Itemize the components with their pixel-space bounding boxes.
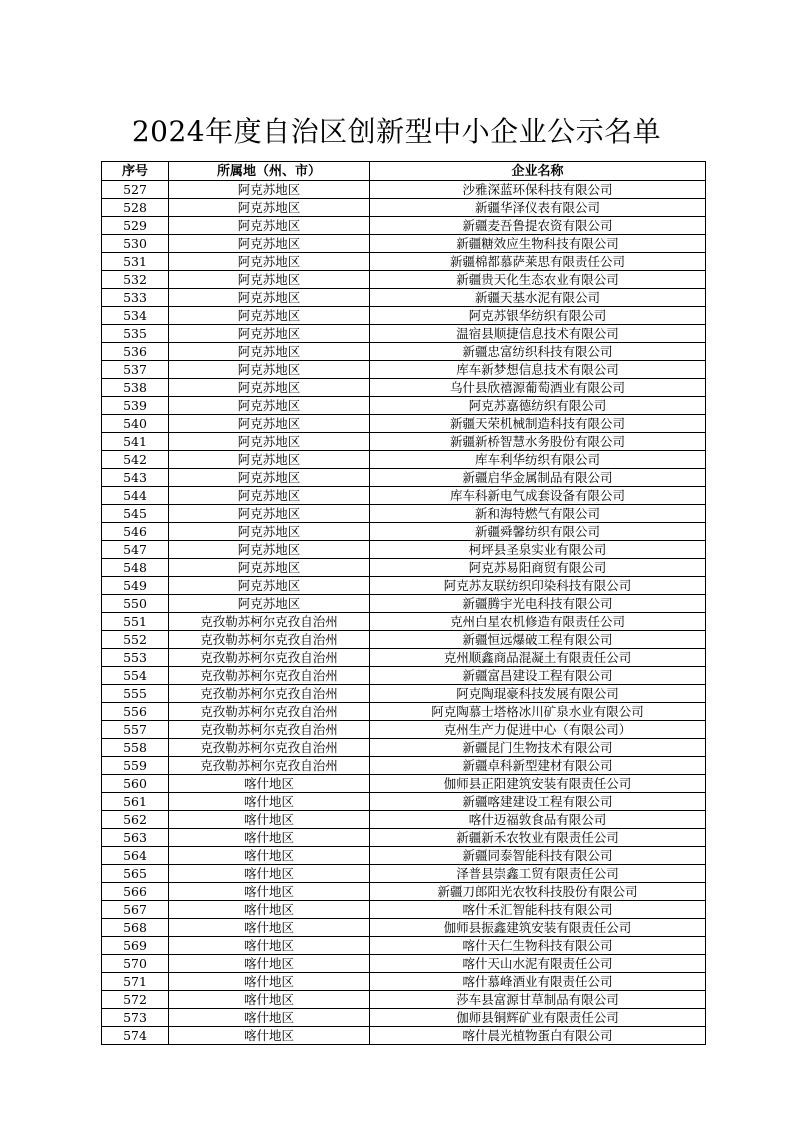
table-row xyxy=(102,559,706,577)
table-row xyxy=(102,829,706,847)
table-row xyxy=(102,865,706,883)
table-row xyxy=(102,523,706,541)
cell-index: 553 xyxy=(102,649,169,667)
table-row xyxy=(102,649,706,667)
cell-company: 克州顺鑫商品混凝土有限责任公司 xyxy=(370,649,706,667)
cell-index: 560 xyxy=(102,775,169,793)
cell-index: 540 xyxy=(102,415,169,433)
table-row xyxy=(102,307,706,325)
cell-index: 568 xyxy=(102,919,169,937)
cell-company: 新疆天荣机械制造科技有限公司 xyxy=(370,415,706,433)
cell-region: 阿克苏地区 xyxy=(169,469,370,487)
cell-company: 新疆卓科新型建材有限公司 xyxy=(370,757,706,775)
cell-company: 阿克苏易阳商贸有限公司 xyxy=(370,559,706,577)
table-row xyxy=(102,361,706,379)
cell-index: 532 xyxy=(102,271,169,289)
cell-index: 555 xyxy=(102,685,169,703)
table-row xyxy=(102,217,706,235)
table-row xyxy=(102,631,706,649)
cell-company: 喀什禾汇智能科技有限公司 xyxy=(370,901,706,919)
cell-company: 喀什天山水泥有限责任公司 xyxy=(370,955,706,973)
cell-region: 阿克苏地区 xyxy=(169,487,370,505)
cell-company: 新疆麦吾鲁提农资有限公司 xyxy=(370,217,706,235)
cell-company: 新疆刀郎阳光农牧科技股份有限公司 xyxy=(370,883,706,901)
cell-company: 泽普县崇鑫工贸有限责任公司 xyxy=(370,865,706,883)
cell-index: 537 xyxy=(102,361,169,379)
cell-index: 541 xyxy=(102,433,169,451)
table-row xyxy=(102,199,706,217)
cell-region: 喀什地区 xyxy=(169,865,370,883)
cell-index: 565 xyxy=(102,865,169,883)
cell-index: 547 xyxy=(102,541,169,559)
cell-company: 新疆启华金属制品有限公司 xyxy=(370,469,706,487)
cell-region: 阿克苏地区 xyxy=(169,325,370,343)
table-row xyxy=(102,181,706,199)
table-row xyxy=(102,991,706,1009)
cell-index: 569 xyxy=(102,937,169,955)
cell-index: 559 xyxy=(102,757,169,775)
cell-company: 新疆新桥智慧水务股份有限公司 xyxy=(370,433,706,451)
cell-region: 阿克苏地区 xyxy=(169,451,370,469)
cell-company: 新疆舜馨纺织有限公司 xyxy=(370,523,706,541)
cell-region: 阿克苏地区 xyxy=(169,397,370,415)
cell-company: 新疆贵天化生态农业有限公司 xyxy=(370,271,706,289)
cell-region: 阿克苏地区 xyxy=(169,433,370,451)
cell-company: 阿克苏银华纺织有限公司 xyxy=(370,307,706,325)
cell-index: 533 xyxy=(102,289,169,307)
cell-region: 阿克苏地区 xyxy=(169,253,370,271)
cell-index: 536 xyxy=(102,343,169,361)
table-row xyxy=(102,577,706,595)
table-row xyxy=(102,415,706,433)
table-row xyxy=(102,379,706,397)
cell-company: 新疆新禾农牧业有限责任公司 xyxy=(370,829,706,847)
cell-index: 548 xyxy=(102,559,169,577)
cell-company: 新疆天基水泥有限公司 xyxy=(370,289,706,307)
cell-company: 新和海特燃气有限公司 xyxy=(370,505,706,523)
table-row xyxy=(102,469,706,487)
cell-company: 伽师县振鑫建筑安装有限责任公司 xyxy=(370,919,706,937)
cell-company: 伽师县铜辉矿业有限责任公司 xyxy=(370,1009,706,1027)
cell-region: 阿克苏地区 xyxy=(169,415,370,433)
table-row xyxy=(102,793,706,811)
table-row xyxy=(102,487,706,505)
cell-company: 库车新梦想信息技术有限公司 xyxy=(370,361,706,379)
cell-index: 535 xyxy=(102,325,169,343)
cell-region: 喀什地区 xyxy=(169,1027,370,1045)
cell-company: 喀什迈福敦食品有限公司 xyxy=(370,811,706,829)
cell-index: 562 xyxy=(102,811,169,829)
cell-company: 喀什慕峰酒业有限责任公司 xyxy=(370,973,706,991)
cell-region: 克孜勒苏柯尔克孜自治州 xyxy=(169,685,370,703)
table-header xyxy=(102,162,706,181)
cell-company: 新疆腾宇光电科技有限公司 xyxy=(370,595,706,613)
cell-index: 528 xyxy=(102,199,169,217)
cell-index: 534 xyxy=(102,307,169,325)
cell-company: 新疆棉都慕萨莱思有限责任公司 xyxy=(370,253,706,271)
cell-index: 544 xyxy=(102,487,169,505)
cell-region: 克孜勒苏柯尔克孜自治州 xyxy=(169,667,370,685)
cell-index: 529 xyxy=(102,217,169,235)
table-row xyxy=(102,253,706,271)
cell-company: 新疆糖效应生物科技有限公司 xyxy=(370,235,706,253)
table-row xyxy=(102,271,706,289)
cell-region: 阿克苏地区 xyxy=(169,289,370,307)
table-row xyxy=(102,685,706,703)
cell-company: 阿克苏友联纺织印染科技有限公司 xyxy=(370,577,706,595)
table-row xyxy=(102,919,706,937)
cell-region: 喀什地区 xyxy=(169,991,370,1009)
cell-company: 新疆富昌建设工程有限公司 xyxy=(370,667,706,685)
cell-index: 574 xyxy=(102,1027,169,1045)
table-row xyxy=(102,775,706,793)
cell-region: 喀什地区 xyxy=(169,955,370,973)
table-row xyxy=(102,613,706,631)
table-row xyxy=(102,667,706,685)
cell-company: 温宿县顺捷信息技术有限公司 xyxy=(370,325,706,343)
column-header-region: 所属地（州、市） xyxy=(169,162,370,181)
page-title: 2024年度自治区创新型中小企业公示名单 xyxy=(131,115,662,148)
table-row xyxy=(102,847,706,865)
cell-region: 喀什地区 xyxy=(169,919,370,937)
table-row xyxy=(102,937,706,955)
cell-region: 喀什地区 xyxy=(169,847,370,865)
cell-index: 552 xyxy=(102,631,169,649)
cell-index: 572 xyxy=(102,991,169,1009)
cell-region: 阿克苏地区 xyxy=(169,307,370,325)
cell-region: 阿克苏地区 xyxy=(169,271,370,289)
table-row xyxy=(102,901,706,919)
cell-company: 库车利华纺织有限公司 xyxy=(370,451,706,469)
table-row xyxy=(102,595,706,613)
cell-region: 喀什地区 xyxy=(169,937,370,955)
cell-region: 阿克苏地区 xyxy=(169,217,370,235)
cell-region: 阿克苏地区 xyxy=(169,343,370,361)
table-row xyxy=(102,739,706,757)
cell-index: 558 xyxy=(102,739,169,757)
cell-company: 阿克陶琨豪科技发展有限公司 xyxy=(370,685,706,703)
cell-region: 喀什地区 xyxy=(169,973,370,991)
cell-index: 549 xyxy=(102,577,169,595)
cell-region: 克孜勒苏柯尔克孜自治州 xyxy=(169,703,370,721)
cell-company: 乌什县欣禧源葡萄酒业有限公司 xyxy=(370,379,706,397)
cell-company: 莎车县富源甘草制品有限公司 xyxy=(370,991,706,1009)
cell-index: 563 xyxy=(102,829,169,847)
table-row xyxy=(102,721,706,739)
cell-index: 531 xyxy=(102,253,169,271)
table-row xyxy=(102,811,706,829)
cell-region: 喀什地区 xyxy=(169,793,370,811)
cell-company: 库车科新电气成套设备有限公司 xyxy=(370,487,706,505)
cell-region: 克孜勒苏柯尔克孜自治州 xyxy=(169,631,370,649)
table-row xyxy=(102,289,706,307)
cell-region: 克孜勒苏柯尔克孜自治州 xyxy=(169,757,370,775)
cell-region: 喀什地区 xyxy=(169,775,370,793)
cell-index: 527 xyxy=(102,181,169,199)
cell-region: 阿克苏地区 xyxy=(169,523,370,541)
table-row xyxy=(102,433,706,451)
cell-company: 新疆忠富纺织科技有限公司 xyxy=(370,343,706,361)
cell-company: 喀什天仁生物科技有限公司 xyxy=(370,937,706,955)
table-row xyxy=(102,973,706,991)
cell-company: 新疆喀建建设工程有限公司 xyxy=(370,793,706,811)
cell-region: 喀什地区 xyxy=(169,811,370,829)
cell-company: 柯坪县圣泉实业有限公司 xyxy=(370,541,706,559)
cell-index: 566 xyxy=(102,883,169,901)
cell-region: 阿克苏地区 xyxy=(169,235,370,253)
column-header-index: 序号 xyxy=(102,162,169,181)
table-row xyxy=(102,505,706,523)
cell-index: 542 xyxy=(102,451,169,469)
table-row xyxy=(102,325,706,343)
cell-company: 新疆同泰智能科技有限公司 xyxy=(370,847,706,865)
cell-region: 喀什地区 xyxy=(169,901,370,919)
cell-company: 新疆恒远爆破工程有限公司 xyxy=(370,631,706,649)
cell-company: 新疆华泽仪表有限公司 xyxy=(370,199,706,217)
cell-region: 阿克苏地区 xyxy=(169,361,370,379)
cell-index: 550 xyxy=(102,595,169,613)
cell-index: 573 xyxy=(102,1009,169,1027)
cell-company: 喀什晨光植物蛋白有限公司 xyxy=(370,1027,706,1045)
cell-index: 554 xyxy=(102,667,169,685)
cell-index: 557 xyxy=(102,721,169,739)
table-row xyxy=(102,703,706,721)
table-row xyxy=(102,235,706,253)
cell-region: 阿克苏地区 xyxy=(169,505,370,523)
cell-company: 新疆昆门生物技术有限公司 xyxy=(370,739,706,757)
cell-index: 543 xyxy=(102,469,169,487)
table-row xyxy=(102,451,706,469)
cell-region: 阿克苏地区 xyxy=(169,181,370,199)
cell-region: 克孜勒苏柯尔克孜自治州 xyxy=(169,649,370,667)
cell-index: 561 xyxy=(102,793,169,811)
table-row xyxy=(102,343,706,361)
cell-company: 伽师县正阳建筑安装有限责任公司 xyxy=(370,775,706,793)
table-row xyxy=(102,541,706,559)
cell-company: 克州白星农机修造有限责任公司 xyxy=(370,613,706,631)
cell-company: 沙雅深蓝环保科技有限公司 xyxy=(370,181,706,199)
cell-company: 阿克陶慕士塔格冰川矿泉水业有限公司 xyxy=(370,703,706,721)
table-body xyxy=(102,181,706,1045)
table-row xyxy=(102,757,706,775)
cell-region: 克孜勒苏柯尔克孜自治州 xyxy=(169,739,370,757)
cell-region: 阿克苏地区 xyxy=(169,199,370,217)
cell-region: 阿克苏地区 xyxy=(169,379,370,397)
cell-index: 564 xyxy=(102,847,169,865)
cell-index: 551 xyxy=(102,613,169,631)
enterprise-table xyxy=(101,161,706,1045)
cell-region: 克孜勒苏柯尔克孜自治州 xyxy=(169,721,370,739)
cell-index: 545 xyxy=(102,505,169,523)
cell-region: 阿克苏地区 xyxy=(169,541,370,559)
table-row xyxy=(102,1027,706,1045)
cell-company: 克州生产力促进中心（有限公司） xyxy=(370,721,706,739)
cell-region: 克孜勒苏柯尔克孜自治州 xyxy=(169,613,370,631)
cell-region: 阿克苏地区 xyxy=(169,577,370,595)
cell-index: 538 xyxy=(102,379,169,397)
cell-index: 539 xyxy=(102,397,169,415)
cell-region: 阿克苏地区 xyxy=(169,559,370,577)
cell-index: 546 xyxy=(102,523,169,541)
cell-region: 喀什地区 xyxy=(169,829,370,847)
cell-index: 571 xyxy=(102,973,169,991)
header-row xyxy=(102,162,706,181)
cell-company: 阿克苏嘉德纺织有限公司 xyxy=(370,397,706,415)
cell-index: 570 xyxy=(102,955,169,973)
table-row xyxy=(102,397,706,415)
table-row xyxy=(102,955,706,973)
cell-region: 喀什地区 xyxy=(169,883,370,901)
column-header-company: 企业名称 xyxy=(370,162,706,181)
table-row xyxy=(102,1009,706,1027)
cell-region: 阿克苏地区 xyxy=(169,595,370,613)
cell-index: 530 xyxy=(102,235,169,253)
cell-index: 567 xyxy=(102,901,169,919)
cell-index: 556 xyxy=(102,703,169,721)
cell-region: 喀什地区 xyxy=(169,1009,370,1027)
table-row xyxy=(102,883,706,901)
